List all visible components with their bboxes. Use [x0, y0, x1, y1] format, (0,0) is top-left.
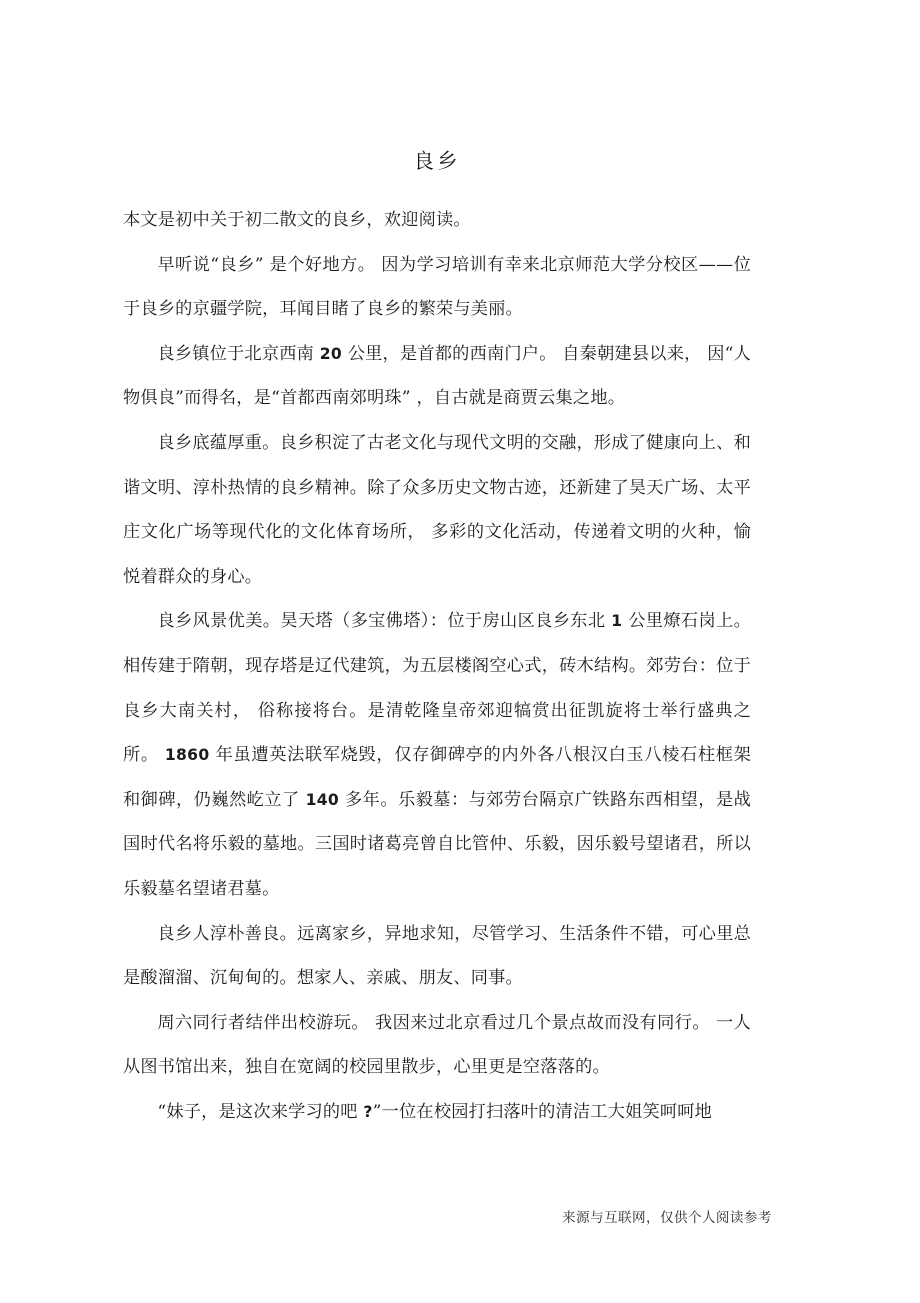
- inline-number: ?: [363, 1102, 373, 1121]
- paragraph-1: 早听说“良乡” 是个好地方。 因为学习培训有幸来北京师范大学分校区——位于良乡的京疆学院，耳闻目睹了良乡的繁荣与美丽。: [123, 254, 751, 320]
- paragraph-intro: 本文是初中关于初二散文的良乡，欢迎阅读。: [123, 210, 471, 230]
- inline-number: 140: [305, 790, 340, 809]
- paragraph-3: 良乡底蕴厚重。良乡积淀了古老文化与现代文明的交融，形成了健康向上、和谐文明、淳朴热情的良乡精神。除了众多历史文物古迹，还新建了昊天广场、太平庄文化广场等现代化的文化体育场所， 多彩的文化活动，传递着文明的火种，愉悦着群众的身心。: [123, 432, 751, 587]
- inline-number: 1: [611, 612, 623, 631]
- inline-number: 20: [319, 344, 343, 363]
- paragraph-4: 良乡风景优美。昊天塔（多宝佛塔）：位于房山区良乡东北 1 公里燎石岗上。相传建于隋朝，现存塔是辽代建筑，为五层楼阁空心式，砖木结构。郊劳台：位于良乡大南关村， 俗称接将台。是清乾隆皇帝郊迎犒赏出征凯旋将士举行盛典之所。 1860 年虽遭英法联军烧毁，仅存御碑亭的内外各八根汉白玉八棱石柱框架和御碑，仍巍然屹立了 140 多年。乐毅墓：与郊劳台隔京广铁路东西相望，是战国时代名将乐毅的墓地。三国时诸葛亮曾自比管仲、乐毅，因乐毅号望诸君，所以乐毅墓名望诸君墓。: [123, 611, 751, 899]
- paragraph-7: “妹子，是这次来学习的吧 ?”一位在校园打扫落叶的清洁工大姐笑呵呵地: [157, 1101, 713, 1122]
- paragraph-5: 良乡人淳朴善良。远离家乡，异地求知，尽管学习、生活条件不错，可心里总是酸溜溜、沉甸甸的。想家人、亲戚、朋友、同事。: [123, 923, 751, 989]
- page-title: 良乡: [413, 149, 461, 173]
- paragraph-6: 周六同行者结伴出校游玩。 我因来过北京看过几个景点故而没有同行。 一人从图书馆出来，独自在宽阔的校园里散步，心里更是空落落的。: [123, 1012, 751, 1078]
- source-disclaimer: 来源与互联网，仅供个人阅读参考: [562, 1210, 772, 1226]
- document-body: [123, 146, 751, 1134]
- inline-number: 1860: [164, 746, 210, 765]
- paragraph-2: 良乡镇位于北京西南 20 公里，是首都的西南门户。 自秦朝建县以来， 因“人物俱良”而得名，是“首都西南郊明珠” ，自古就是商贾云集之地。: [123, 343, 751, 409]
